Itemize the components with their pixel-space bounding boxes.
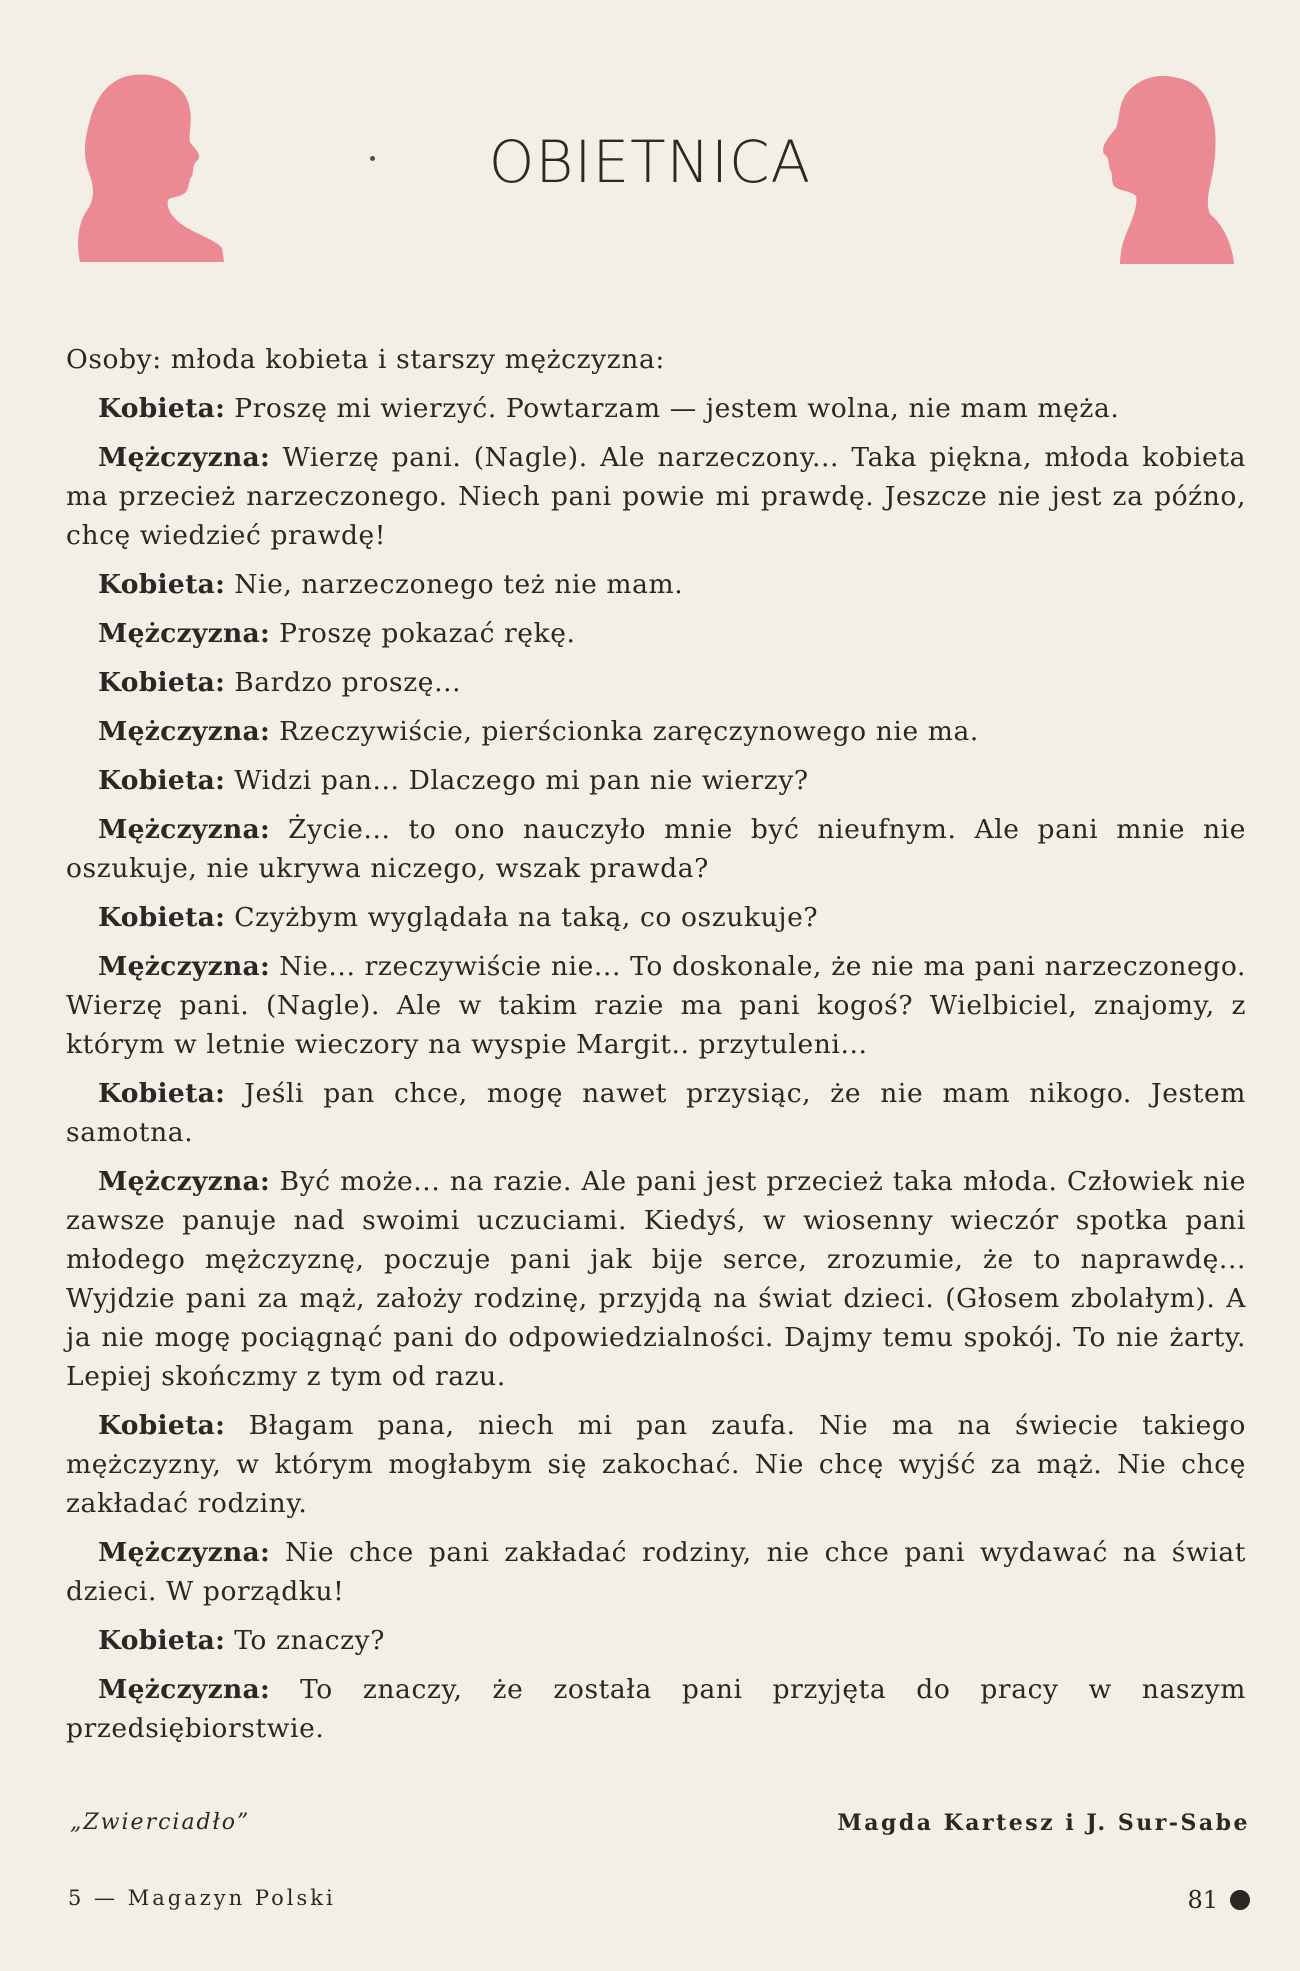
line-text: Nie... rzeczywiście nie... To doskonale, że nie ma pani narzeczonego. Wierzę pani. (Nagle). Ale w takim razie ma pani kogoś? Wielbiciel, znajomy, z którym w letnie wieczory na wyspie Margit.. przytuleni... xyxy=(66,951,1246,1060)
speaker-label: Kobieta: xyxy=(98,1625,226,1656)
speaker-label: Mężczyzna: xyxy=(98,814,271,845)
line-text: Proszę mi wierzyć. Powtarzam — jestem wolna, nie mam męża. xyxy=(225,393,1120,424)
dialogue-line xyxy=(66,1406,1246,1523)
line-text: To znaczy, że została pani przyjęta do pracy w naszym przedsiębiorstwie. xyxy=(66,1674,1246,1744)
dialogue-line xyxy=(66,438,1246,555)
speaker-label: Mężczyzna: xyxy=(98,951,271,982)
line-text: Czyżbym wyglądała na taką, co oszukuje? xyxy=(225,902,819,933)
page-title: OBIETNICA xyxy=(488,128,812,196)
dialogue-line xyxy=(66,1670,1246,1748)
speaker-label: Mężczyzna: xyxy=(98,442,271,473)
speaker-label: Kobieta: xyxy=(98,765,226,796)
dialogue-line xyxy=(66,663,1246,702)
magazine-footer: 5 — Magazyn Polski xyxy=(68,1886,336,1910)
page-number: 81 xyxy=(1187,1886,1218,1914)
dialogue-line xyxy=(66,389,1246,428)
speaker-label: Mężczyzna: xyxy=(98,716,271,747)
dialogue-line xyxy=(66,1533,1246,1611)
dialogue-line xyxy=(66,1162,1246,1396)
speaker-label: Kobieta: xyxy=(98,667,226,698)
intro-line: Osoby: młoda kobieta i starszy mężczyzna: xyxy=(66,344,665,375)
line-text: Nie, narzeczonego też nie mam. xyxy=(225,569,684,600)
dialogue-line xyxy=(66,947,1246,1064)
line-text: Bardzo proszę... xyxy=(225,667,462,698)
speaker-label: Kobieta: xyxy=(98,569,226,600)
bullet-icon xyxy=(1230,1890,1250,1910)
dialogue-line xyxy=(66,1621,1246,1660)
speaker-label: Mężczyzna: xyxy=(98,618,271,649)
speaker-label: Mężczyzna: xyxy=(98,1674,271,1705)
line-text: Wierzę pani. (Nagle). Ale narzeczony... Taka piękna, młoda kobieta ma przecież narzeczonego. Niech pani powie mi prawdę. Jeszcze nie jest za późno, chcę wiedzieć prawdę! xyxy=(66,442,1246,551)
speaker-label: Kobieta: xyxy=(98,393,226,424)
dialogue-line xyxy=(66,898,1246,937)
dialogue xyxy=(66,340,1246,1758)
line-text: Błagam pana, niech mi pan zaufa. Nie ma na świecie takiego mężczyzny, w którym mogłabym się zakochać. Nie chcę wyjść za mąż. Nie chcę zakładać rodziny. xyxy=(66,1410,1246,1519)
line-text: To znaczy? xyxy=(225,1625,386,1656)
authors: Magda Kartesz i J. Sur-Sabe xyxy=(837,1810,1250,1836)
line-text: Nie chce pani zakładać rodziny, nie chce pani wydawać na świat dzieci. W porządku! xyxy=(66,1537,1246,1607)
attribution xyxy=(70,1810,1250,1850)
line-text: Życie... to ono nauczyło mnie być nieufnym. Ale pani mnie nie oszukuje, nie ukrywa niczego, wszak prawda? xyxy=(66,814,1246,884)
speaker-label: Kobieta: xyxy=(98,1078,226,1109)
page-number-area xyxy=(1187,1886,1250,1914)
page-footer xyxy=(68,1886,1250,1926)
dialogue-line xyxy=(66,565,1246,604)
speaker-label: Kobieta: xyxy=(98,902,226,933)
dialogue-line xyxy=(66,712,1246,751)
line-text: Być może... na razie. Ale pani jest przecież taka młoda. Człowiek nie zawsze panuje nad swoimi uczuciami. Kiedyś, w wiosenny wieczór spotka pani młodego mężczyznę, poczuje pani jak bije serce, zrozumie, że to naprawdę... Wyjdzie pani za mąż, założy rodzinę, przyjdą na świat dzieci. (Głosem zbolałym). A ja nie mogę pociągnąć pani do odpowiedzialności. Dajmy temu spokój. To nie żarty. Lepiej skończmy z tym od razu. xyxy=(66,1166,1246,1392)
line-text: Widzi pan... Dlaczego mi pan nie wierzy? xyxy=(225,765,809,796)
dialogue-line xyxy=(66,614,1246,653)
line-text: Proszę pokazać rękę. xyxy=(270,618,576,649)
speaker-label: Mężczyzna: xyxy=(98,1537,271,1568)
source-publication: „Zwierciadło” xyxy=(70,1810,251,1835)
dialogue-line xyxy=(66,1074,1246,1152)
line-text: Jeśli pan chce, mogę nawet przysiąc, że nie mam nikogo. Jestem samotna. xyxy=(66,1078,1246,1148)
line-text: Rzeczywiście, pierścionka zaręczynowego nie ma. xyxy=(270,716,979,747)
dialogue-line xyxy=(66,810,1246,888)
speaker-label: Mężczyzna: xyxy=(98,1166,271,1197)
speaker-label: Kobieta: xyxy=(98,1410,226,1441)
dialogue-line xyxy=(66,761,1246,800)
